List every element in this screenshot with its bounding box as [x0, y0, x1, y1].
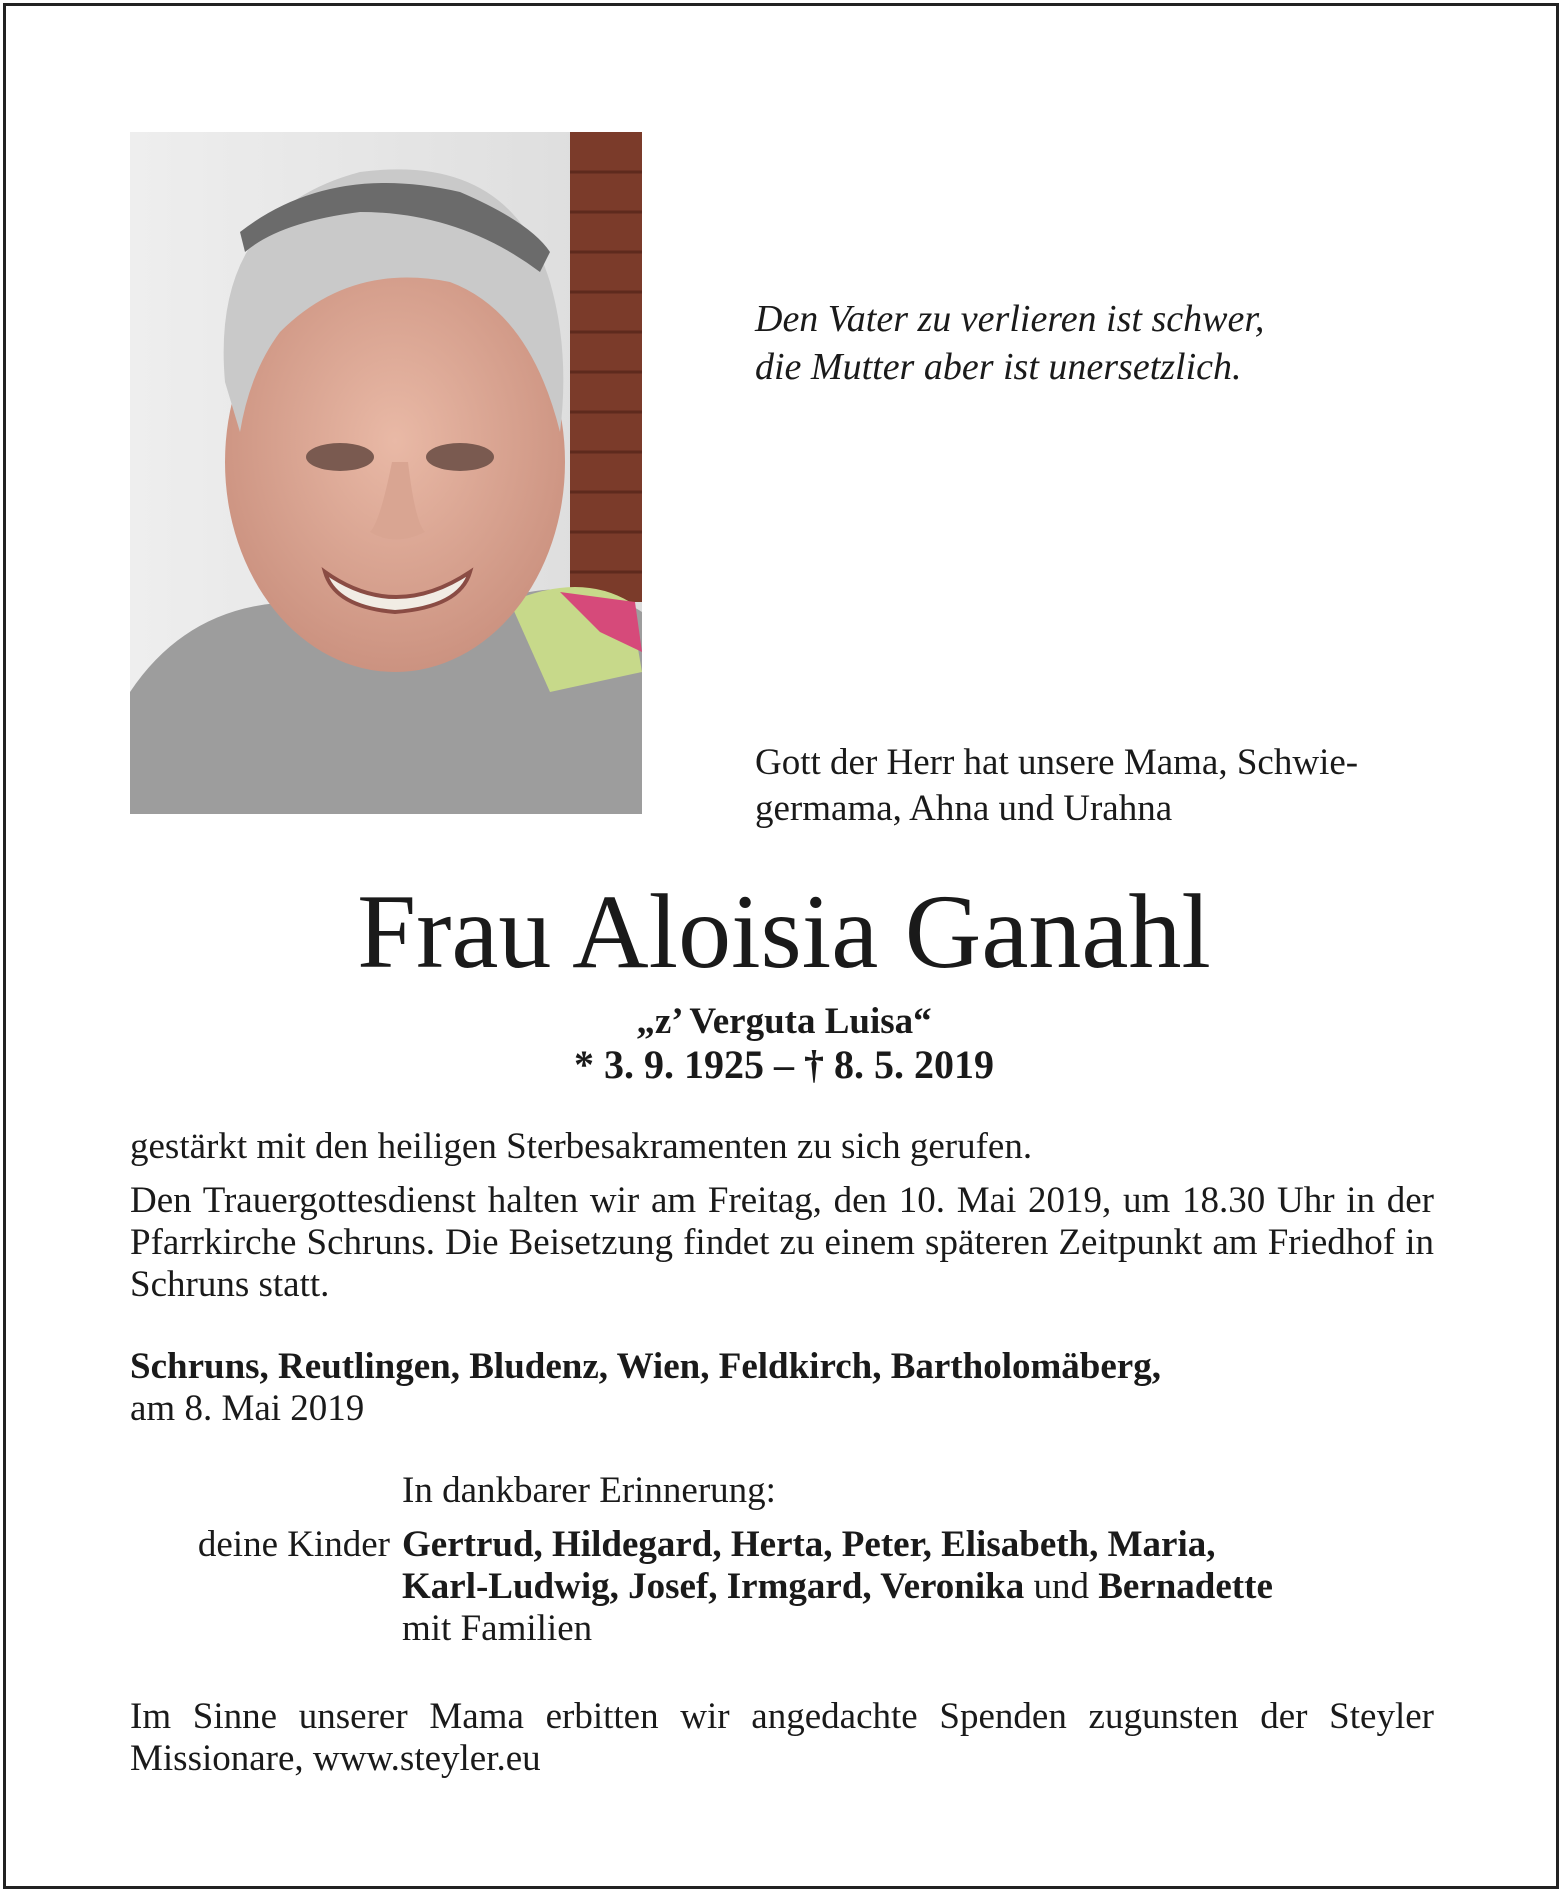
places-list: Schruns, Reutlingen, Bludenz, Wien, Feldkirch, Bartholomäberg,: [130, 1346, 1161, 1387]
places-block: [130, 1346, 1434, 1430]
deceased-name: Frau Aloisia Ganahl: [357, 873, 1211, 990]
sacraments-text: gestärkt mit den heiligen Sterbesakramenten zu sich gerufen.: [130, 1126, 1033, 1167]
kids-line-3: mit Familien: [402, 1608, 593, 1649]
deceased-nickname: „z’ Verguta Luisa“: [636, 1001, 932, 1042]
donation-text: Im Sinne unserer Mama erbitten wir angedachte Spenden zugunsten der Steyler Missionare, www.steyler.eu: [130, 1696, 1434, 1779]
thanks-heading: In dankbarer Erinnerung:: [402, 1470, 776, 1511]
kids-line-2-und: und: [1024, 1566, 1099, 1607]
notice-date: am 8. Mai 2019: [130, 1388, 365, 1429]
intro-line-1: Gott der Herr hat unsere Mama, Schwie-: [755, 742, 1359, 783]
life-dates: * 3. 9. 1925 – † 8. 5. 2019: [574, 1042, 994, 1087]
mourners-list: [402, 1524, 1462, 1650]
kids-line-2-last: Bernadette: [1098, 1566, 1273, 1607]
service-text: Den Trauergottesdienst halten wir am Freitag, den 10. Mai 2019, um 18.30 Uhr in der Pfarrkirche Schruns. Die Beisetzung findet zu einem späteren Zeitpunkt am Friedhof in Schruns statt.: [130, 1180, 1434, 1305]
portrait-illustration: [130, 132, 642, 814]
kids-line-2: [402, 1566, 1462, 1608]
quote: [755, 295, 1475, 391]
kids-line-1: Gertrud, Hildegard, Herta, Peter, Elisabeth, Maria,: [402, 1524, 1216, 1565]
intro-line-2: germama, Ahna und Urahna: [755, 788, 1173, 829]
kids-label: deine Kinder: [197, 1524, 390, 1565]
quote-line-2: die Mutter aber ist unersetzlich.: [755, 346, 1242, 388]
kids-line-2-names: Karl-Ludwig, Josef, Irmgard, Veronika: [402, 1566, 1025, 1607]
portrait-photo: [130, 132, 642, 814]
quote-line-1: Den Vater zu verlieren ist schwer,: [755, 298, 1265, 340]
intro-text: [755, 740, 1455, 832]
